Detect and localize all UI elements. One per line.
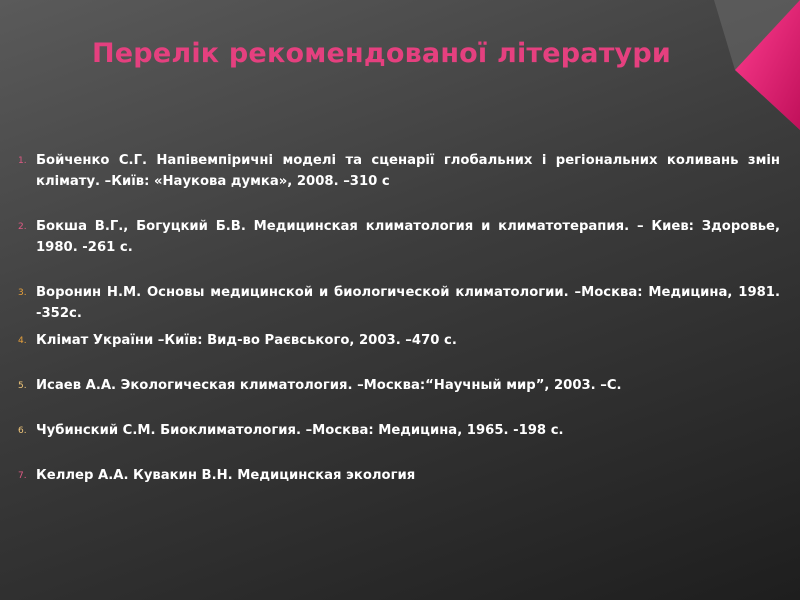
reference-text: Бойченко С.Г. Напівемпіричні моделі та сценарії глобальних і регіональних коливань змін клімату. –Київ: «Наукова думка», 2008. –310 с: [36, 153, 780, 189]
reference-item-6: [18, 420, 780, 441]
reference-number: 4.: [18, 336, 27, 346]
reference-text: Келлер А.А. Кувакин В.Н. Медицинская экология: [36, 468, 416, 483]
reference-text: Чубинский С.М. Биоклиматология. –Москва: Медицина, 1965. -198 с.: [36, 423, 564, 438]
decorative-corner-shape: [600, 0, 800, 140]
reference-item-5: [18, 375, 780, 396]
reference-item-7: [18, 465, 780, 486]
reference-text: Исаев А.А. Экологическая климатология. –Москва:“Научный мир”, 2003. –С.: [36, 378, 622, 393]
reference-item-4: [18, 330, 780, 351]
reference-number: 3.: [18, 288, 27, 298]
reference-item-3: [18, 282, 780, 324]
reference-text: Воронин Н.М. Основы медицинской и биологической климатологии. –Москва: Медицина, 1981. -352с.: [36, 285, 780, 321]
reference-list: [18, 150, 780, 486]
reference-number: 2.: [18, 222, 27, 232]
reference-item-2: [18, 216, 780, 258]
reference-number: 1.: [18, 156, 27, 166]
reference-text: Бокша В.Г., Богуцкий Б.В. Медицинская климатология и климатотерапия. – Киев: Здоровье, 1980. -261 с.: [36, 219, 780, 255]
reference-number: 7.: [18, 471, 27, 481]
reference-number: 6.: [18, 426, 27, 436]
reference-item-1: [18, 150, 780, 192]
reference-number: 5.: [18, 381, 27, 391]
reference-text: Клімат України –Київ: Вид-во Раєвського, 2003. –470 с.: [36, 333, 457, 348]
slide-title: Перелік рекомендованої літератури: [92, 38, 672, 69]
